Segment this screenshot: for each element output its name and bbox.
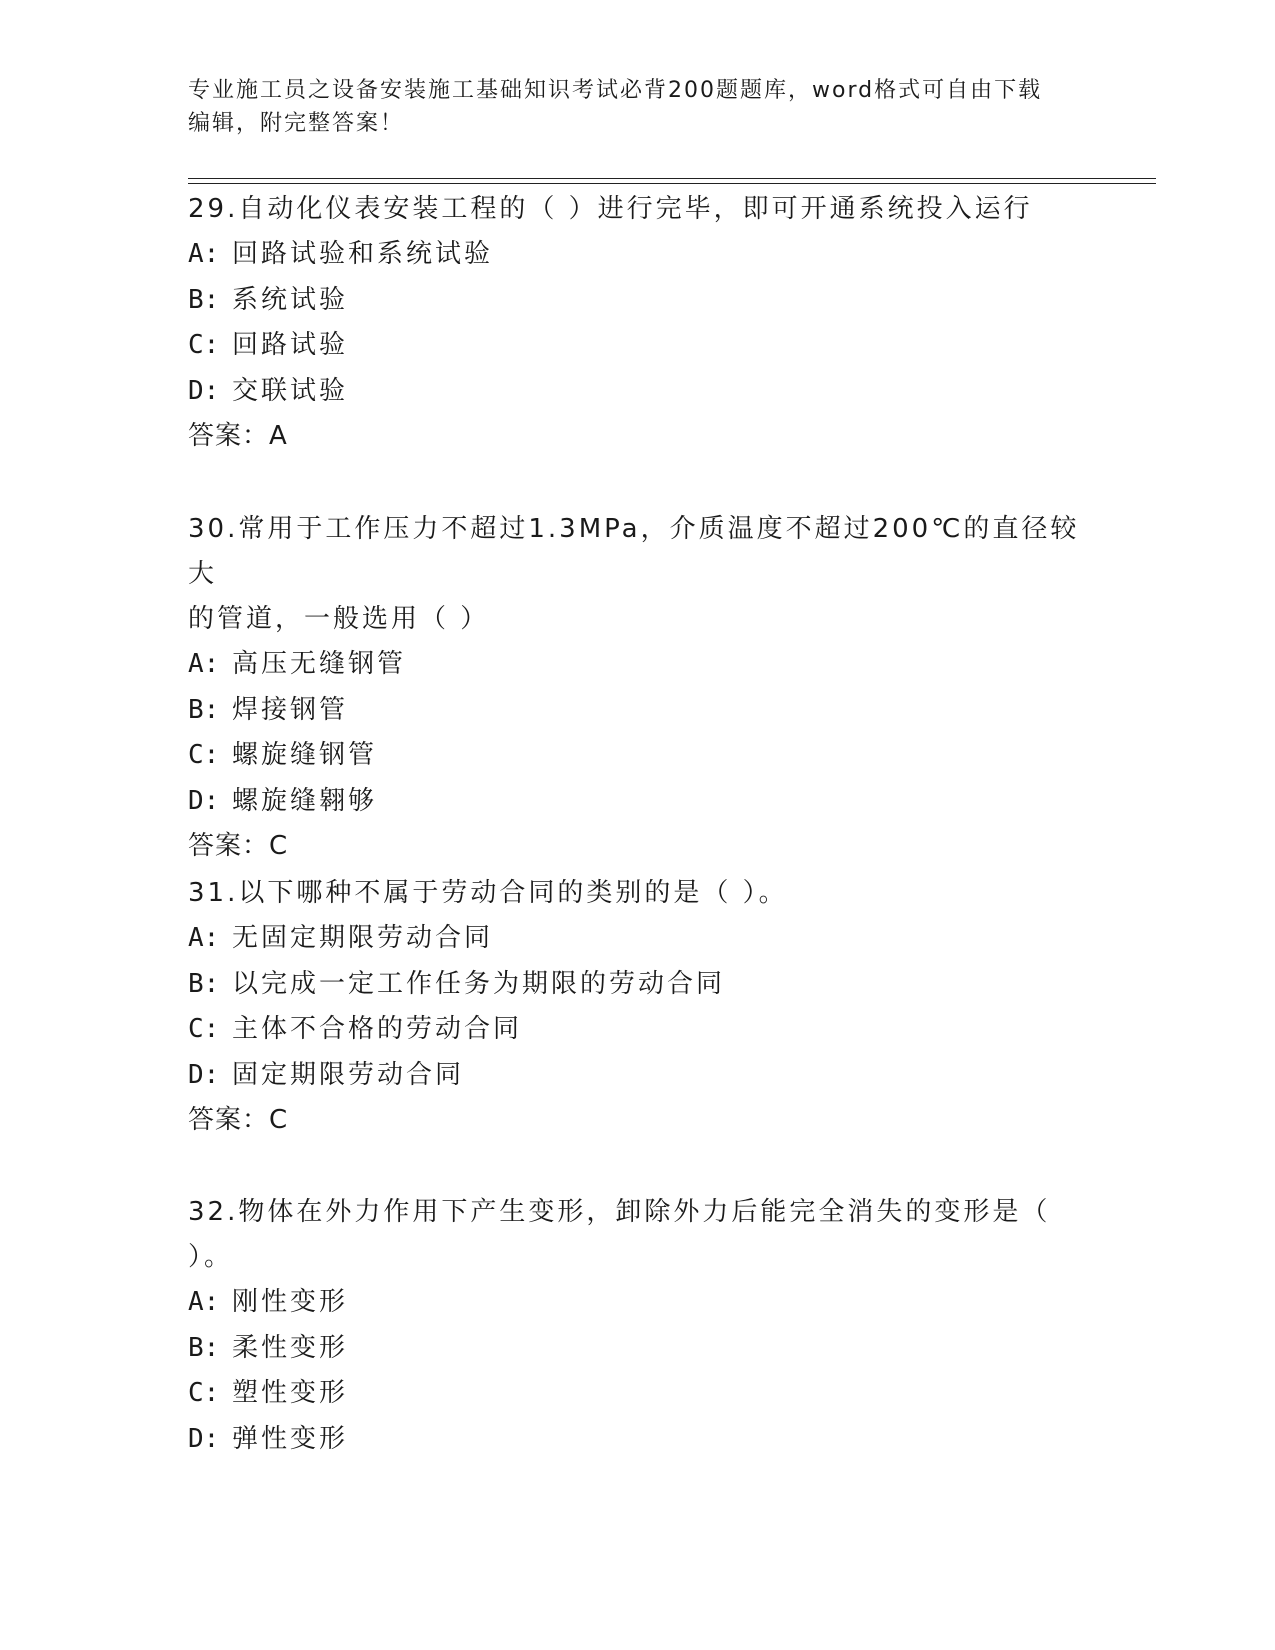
option-text: 焊接钢管 xyxy=(232,694,349,725)
option-c xyxy=(188,733,1088,779)
option-text: 柔性变形 xyxy=(232,1332,349,1363)
answer-line: 答案：C xyxy=(188,1105,289,1135)
question-stem-line: 31.以下哪种不属于劳动合同的类别的是（ ）。 xyxy=(188,878,788,908)
question-stem-line: 的管道，一般选用（ ） xyxy=(188,604,490,634)
option-d xyxy=(188,1053,1088,1099)
header-divider-bottom xyxy=(188,183,1156,184)
option-d xyxy=(188,369,1088,415)
option-text: 弹性变形 xyxy=(232,1423,349,1454)
question-stem-line: 32.物体在外力作用下产生变形，卸除外力后能完全消失的变形是（ xyxy=(188,1197,1051,1227)
header-divider-top xyxy=(188,178,1156,179)
option-text: 螺旋缝钢管 xyxy=(232,740,378,770)
option-b xyxy=(188,962,1088,1008)
document-header xyxy=(188,74,1088,140)
option-text: 交联试验 xyxy=(232,375,349,406)
option-text: 系统试验 xyxy=(232,284,349,315)
option-letter: B: xyxy=(188,284,220,315)
question-stem xyxy=(188,871,1088,916)
option-letter: B: xyxy=(188,968,220,999)
option-letter: C: xyxy=(188,1014,220,1044)
question-stem-line: 30.常用于工作压力不超过1.3MPa，介质温度不超过200℃的直径较大 xyxy=(188,514,1080,589)
question-stem xyxy=(188,507,1088,642)
option-text: 回路试验和系统试验 xyxy=(232,239,494,269)
question-29 xyxy=(188,187,1088,460)
option-text: 以完成一定工作任务为期限的劳动合同 xyxy=(232,968,726,999)
question-stem xyxy=(188,1190,1088,1280)
option-b xyxy=(188,688,1088,734)
option-d xyxy=(188,779,1088,825)
option-text: 无固定期限劳动合同 xyxy=(232,923,494,953)
option-letter: A: xyxy=(188,923,220,953)
option-b xyxy=(188,278,1088,324)
header-line-1: 专业施工员之设备安装施工基础知识考试必背200题题库，word格式可自由下载 xyxy=(188,78,1043,103)
option-c xyxy=(188,323,1088,369)
question-31 xyxy=(188,871,1088,1144)
option-letter: B: xyxy=(188,1332,220,1363)
option-a xyxy=(188,642,1088,688)
option-letter: C: xyxy=(188,330,220,360)
question-32 xyxy=(188,1190,1088,1462)
option-text: 固定期限劳动合同 xyxy=(232,1059,465,1090)
option-c xyxy=(188,1007,1088,1053)
option-b xyxy=(188,1326,1088,1372)
option-letter: A: xyxy=(188,239,220,269)
option-text: 高压无缝钢管 xyxy=(232,649,407,679)
option-text: 塑性变形 xyxy=(232,1378,349,1408)
header-line-2: 编辑，附完整答案！ xyxy=(188,111,405,136)
option-letter: C: xyxy=(188,740,220,770)
question-stem-line: 29.自动化仪表安装工程的（ ）进行完毕，即可开通系统投入运行 xyxy=(188,194,1033,224)
option-letter: D: xyxy=(188,785,220,816)
option-c xyxy=(188,1371,1088,1417)
option-text: 螺旋缝翱够 xyxy=(232,785,378,816)
option-text: 主体不合格的劳动合同 xyxy=(232,1014,523,1044)
option-letter: D: xyxy=(188,375,220,406)
option-letter: B: xyxy=(188,694,220,725)
option-a xyxy=(188,916,1088,962)
answer-line: 答案：A xyxy=(188,421,288,451)
option-letter: D: xyxy=(188,1059,220,1090)
option-text: 刚性变形 xyxy=(232,1287,349,1317)
question-30 xyxy=(188,507,1088,870)
option-a xyxy=(188,232,1088,278)
option-letter: A: xyxy=(188,1287,220,1317)
option-d xyxy=(188,1417,1088,1463)
answer-line: 答案：C xyxy=(188,831,289,861)
option-letter: C: xyxy=(188,1378,220,1408)
option-text: 回路试验 xyxy=(232,330,349,360)
option-letter: A: xyxy=(188,649,220,679)
option-a xyxy=(188,1280,1088,1326)
question-stem xyxy=(188,187,1088,232)
question-stem-line: ）。 xyxy=(188,1242,234,1272)
option-letter: D: xyxy=(188,1423,220,1454)
